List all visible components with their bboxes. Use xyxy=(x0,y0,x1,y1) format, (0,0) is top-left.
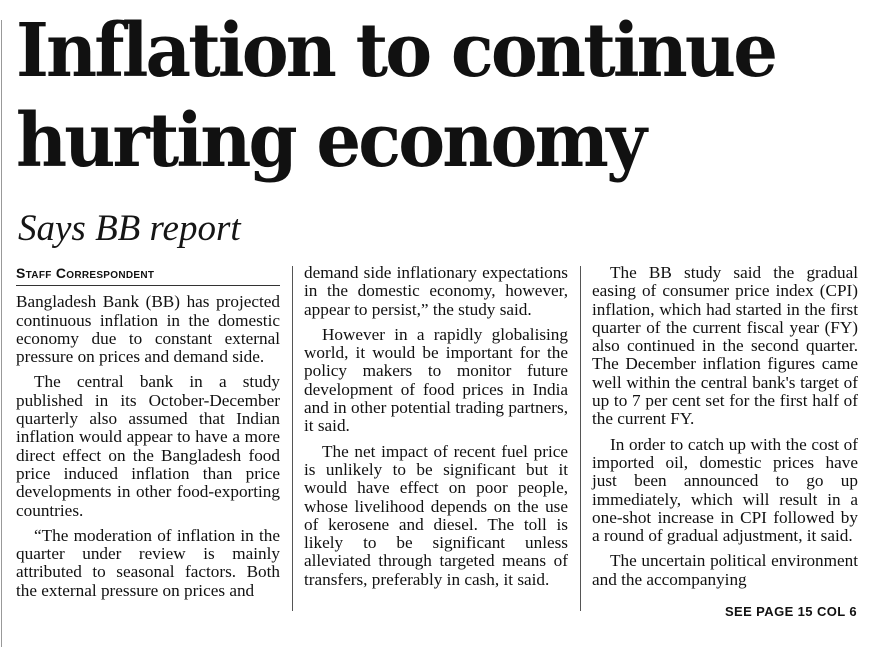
headline-line-1: Inflation to continue xyxy=(16,8,776,94)
left-column-rule xyxy=(1,20,2,647)
article-column-1 xyxy=(16,264,280,607)
paragraph: The uncertain political environment and the accompanying xyxy=(592,551,858,589)
paragraph: In order to catch up with the cost of imported oil, domestic prices have just been announced to go up immediately, which will result in a one-shot increase in CPI followed by a round of gradual adjustment, it said. xyxy=(592,434,858,546)
continuation-reference: SEE PAGE 15 COL 6 xyxy=(724,604,857,619)
paragraph: Bangladesh Bank (BB) has projected continuous inflation in the domestic economy due to constant external pressure on prices and demand side. xyxy=(16,292,280,367)
column-divider xyxy=(292,266,293,611)
paragraph: However in a rapidly globalising world, it would be important for the policy makers to monitor future development of food prices in India and in other potential trading partners, it said. xyxy=(304,324,568,436)
paragraph: The central bank in a study published in its October-December quarterly also assumed that Indian inflation would appear to have a more direct effect on the Bangladesh food price induced inflation than price developments in other food-exporting countries. xyxy=(16,372,280,520)
column-divider xyxy=(580,266,581,611)
headline-line-2: hurting economy xyxy=(16,98,645,184)
byline: Staff Correspondent xyxy=(16,264,280,286)
paragraph: The BB study said the gradual easing of consumer price index (CPI) inflation, which had started in the first quarter of the current fiscal year (FY) also continued in the second quarter. The December inflation figures came well within the central bank's target of up to 7 per cent set for the first half of the current FY. xyxy=(592,263,858,429)
paragraph: The net impact of recent fuel price is unlikely to be significant but it would have effect on poor people, whose livelihood depends on the use of kerosene and diesel. The toll is likely to be significant unless alleviated through targeted means of transfers, preferably in cash, it said. xyxy=(304,441,568,589)
paragraph: “The moderation of inflation in the quarter under review is mainly attributed to seasonal factors. Both the external pressure on prices and xyxy=(16,525,280,600)
headline xyxy=(16,6,775,186)
subheadline: Says BB report xyxy=(18,208,241,249)
paragraph: demand side inflationary expectations in the domestic economy, however, appear to persist,” the study said. xyxy=(304,263,568,319)
article-column-3 xyxy=(592,264,858,596)
article-column-2 xyxy=(304,264,568,596)
